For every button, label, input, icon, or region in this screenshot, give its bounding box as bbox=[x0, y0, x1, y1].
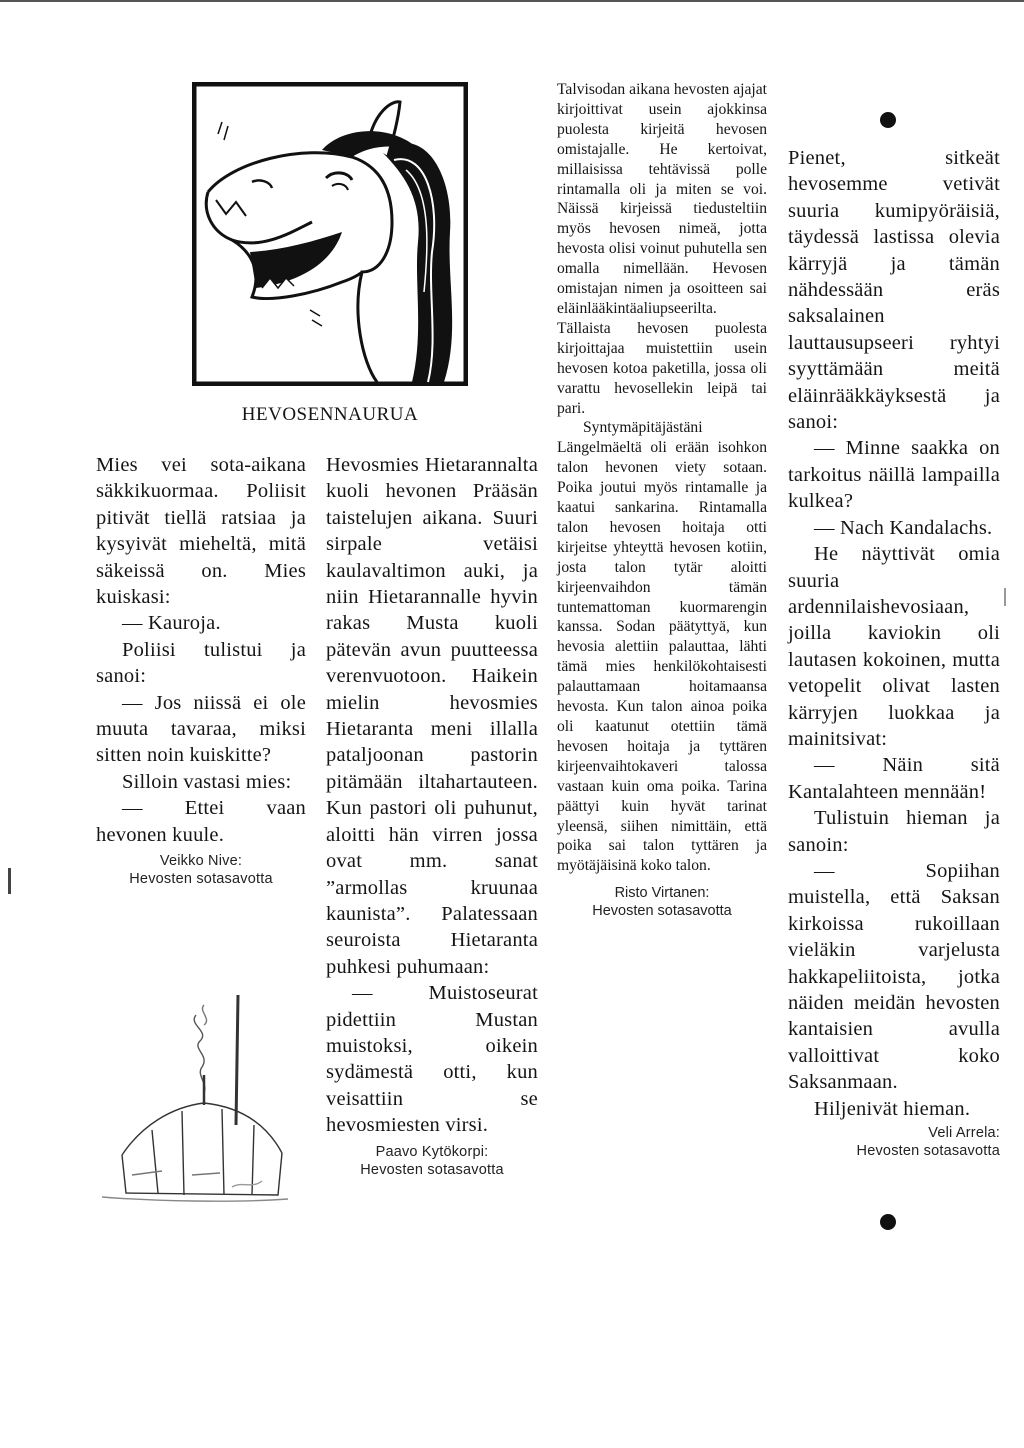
col3-credit-source: Hevosten sotasavotta bbox=[592, 903, 732, 920]
column-1-story bbox=[96, 452, 306, 888]
scan-mark bbox=[8, 868, 11, 894]
col1-credit-source: Hevosten sotasavotta bbox=[129, 871, 273, 888]
col1-paragraph: Mies vei sota-aikana säkkikuormaa. Poliisit pitivät tiellä ratsiaa ja kysyivät mieheltä, mitä säkeissä on. Mies kuiskasi: bbox=[96, 454, 306, 609]
col4-dialogue: — Minne saakka on tarkoitus näillä lampailla kulkea? bbox=[788, 437, 1000, 513]
separator-bullet-bottom bbox=[880, 1214, 896, 1230]
column-4-story bbox=[788, 145, 1000, 1160]
col3-credit-author: Risto Virtanen: bbox=[614, 885, 710, 902]
laughing-horse-illustration bbox=[192, 82, 468, 386]
col4-dialogue: — Näin sitä Kantalahteen mennään! bbox=[788, 754, 1000, 803]
col2-credit-source: Hevosten sotasavotta bbox=[360, 1161, 504, 1178]
column-3-story bbox=[557, 80, 767, 920]
horse-illustration-title: HEVOSENNAURUA bbox=[241, 404, 419, 425]
column-2-story bbox=[326, 452, 538, 1179]
col4-paragraph: Hiljenivät hieman. bbox=[814, 1097, 971, 1120]
col1-dialogue: — Ettei vaan hevonen kuule. bbox=[96, 797, 306, 846]
col1-paragraph: Poliisi tulistui ja sanoi: bbox=[96, 638, 306, 688]
top-edge-line bbox=[0, 0, 1024, 2]
col4-credit-source: Hevosten sotasavotta bbox=[856, 1143, 1000, 1160]
col3-paragraph: Talvisodan aikana hevosten ajajat kirjoittivat usein ajokkinsa puolesta kirjeitä hevosen omistajalle. He kertoivat, millaisissa tehtävissä polle rintamalla oli ja miten se voi. Näissä kirjeissä tiedusteltiin myös hevosen nimeä, jotta hevosta olisi voinut puhutella sen omalla nimellään. Hevosen omistajan nimen ja osoitteen sai eläinlääkintäaliupseeriltа. Tällaista hevosen puolesta kirjoittajaa muistettiin usein hevosen kotoa paketilla, jossa oli varattu hevosellekin leipä tai pari. bbox=[557, 81, 767, 417]
col1-paragraph: Silloin vastasi mies: bbox=[122, 770, 292, 793]
col1-dialogue: — Kauroja. bbox=[122, 612, 221, 635]
scan-mark bbox=[1004, 588, 1006, 606]
col2-credit-author: Paavo Kytökorpi: bbox=[375, 1143, 489, 1160]
col3-paragraph: Syntymäpitäjästäni Längelmäeltä oli erään isohkon talon hevonen viety sotaan. Poika joutui myös rintamalle ja kaatui sankarina. Rintamalla talon hevosen hoitaja otti kirjeitse yhteyttä hevosen kotiin, josta talon tytär aloitti kirjeenvaihdon tämän tuntemattoman kuormarengin kanssa. Sodan päätyttyä, kun hevosia alettiin palauttaa, lähti tämä mies henkilökohtaisesti palauttamaan hoitamaansa hevosta. Kun talon ainoa poika oli kaatunut otettiin tämä hevosen hoitaja ja tyttären kirjeenvaihtokaveri talossa vastaan kuin oma poika. Tarina päättyi kuin hyvät tarinat yleensä, siihen nimittäin, että poika sai talon tyttären ja myötäjäisinä koko talon. bbox=[557, 419, 767, 875]
col4-paragraph: Pienet, sitkeät hevosemme vetivät suuria kumipyöräisiä, täydessä lastissa olevia kärryjä ja tämän nähdessään eräs saksalainen lauttausupseeri ryhtyi syyttämään meitä eläinrääkkäyksestä ja sanoi: bbox=[788, 147, 1000, 434]
col1-credit-author: Veikko Nive: bbox=[159, 853, 243, 870]
col1-dialogue: — Jos niissä ei ole muuta tavaraa, miksi sitten noin kuiskitte? bbox=[96, 691, 306, 767]
col4-paragraph: He näyttivät omia suuria ardennilaishevosiaan, joilla kaviokin oli lautasen kokoinen, mutta vetopelit olivat lasten kärryjen luokkaa ja mainitsivat: bbox=[788, 543, 1000, 750]
tent-sketch-illustration bbox=[92, 975, 292, 1210]
col4-dialogue: — Sopiihan muistella, että Saksan kirkoissa rukoillaan vieläkin varjelusta hakkapeliitoista, jotka näiden meidän hevosten kantaisien avulla valloittivat koko Saksanmaan. bbox=[788, 859, 1000, 1094]
col2-paragraph: Hevosmies Hietarannalta kuoli hevonen Prääsän taistelujen aikana. Suuri sirpale vetäisi kaulavaltimon auki, ja niin Hietarannalle hyvin rakas Musta kuoli pätevän avun puutteessa verenvuotoon. Haikein mielin hevosmies Hietaranta meni illalla pataljoonan pastorin pitämään iltahartauteen. Kun pastori oli puhunut, aloitti hän virren jossa ovat mm. sanat ”armollas kruunaa kaunista”. Palatessaan seuroista Hietaranta puhkesi puhumaan: bbox=[326, 454, 538, 978]
col4-credit-author: Veli Arrela: bbox=[928, 1125, 1000, 1142]
col2-dialogue: — Muistoseurat pidettiin Mustan muistoksi, oikein sydämestä otti, kun veisattiin se hevosmiesten virsi. bbox=[326, 982, 538, 1137]
separator-bullet-top bbox=[880, 112, 896, 128]
col4-paragraph: Tulistuin hieman ja sanoin: bbox=[788, 807, 1000, 856]
col4-dialogue: — Nach Kandalachs. bbox=[814, 516, 993, 539]
